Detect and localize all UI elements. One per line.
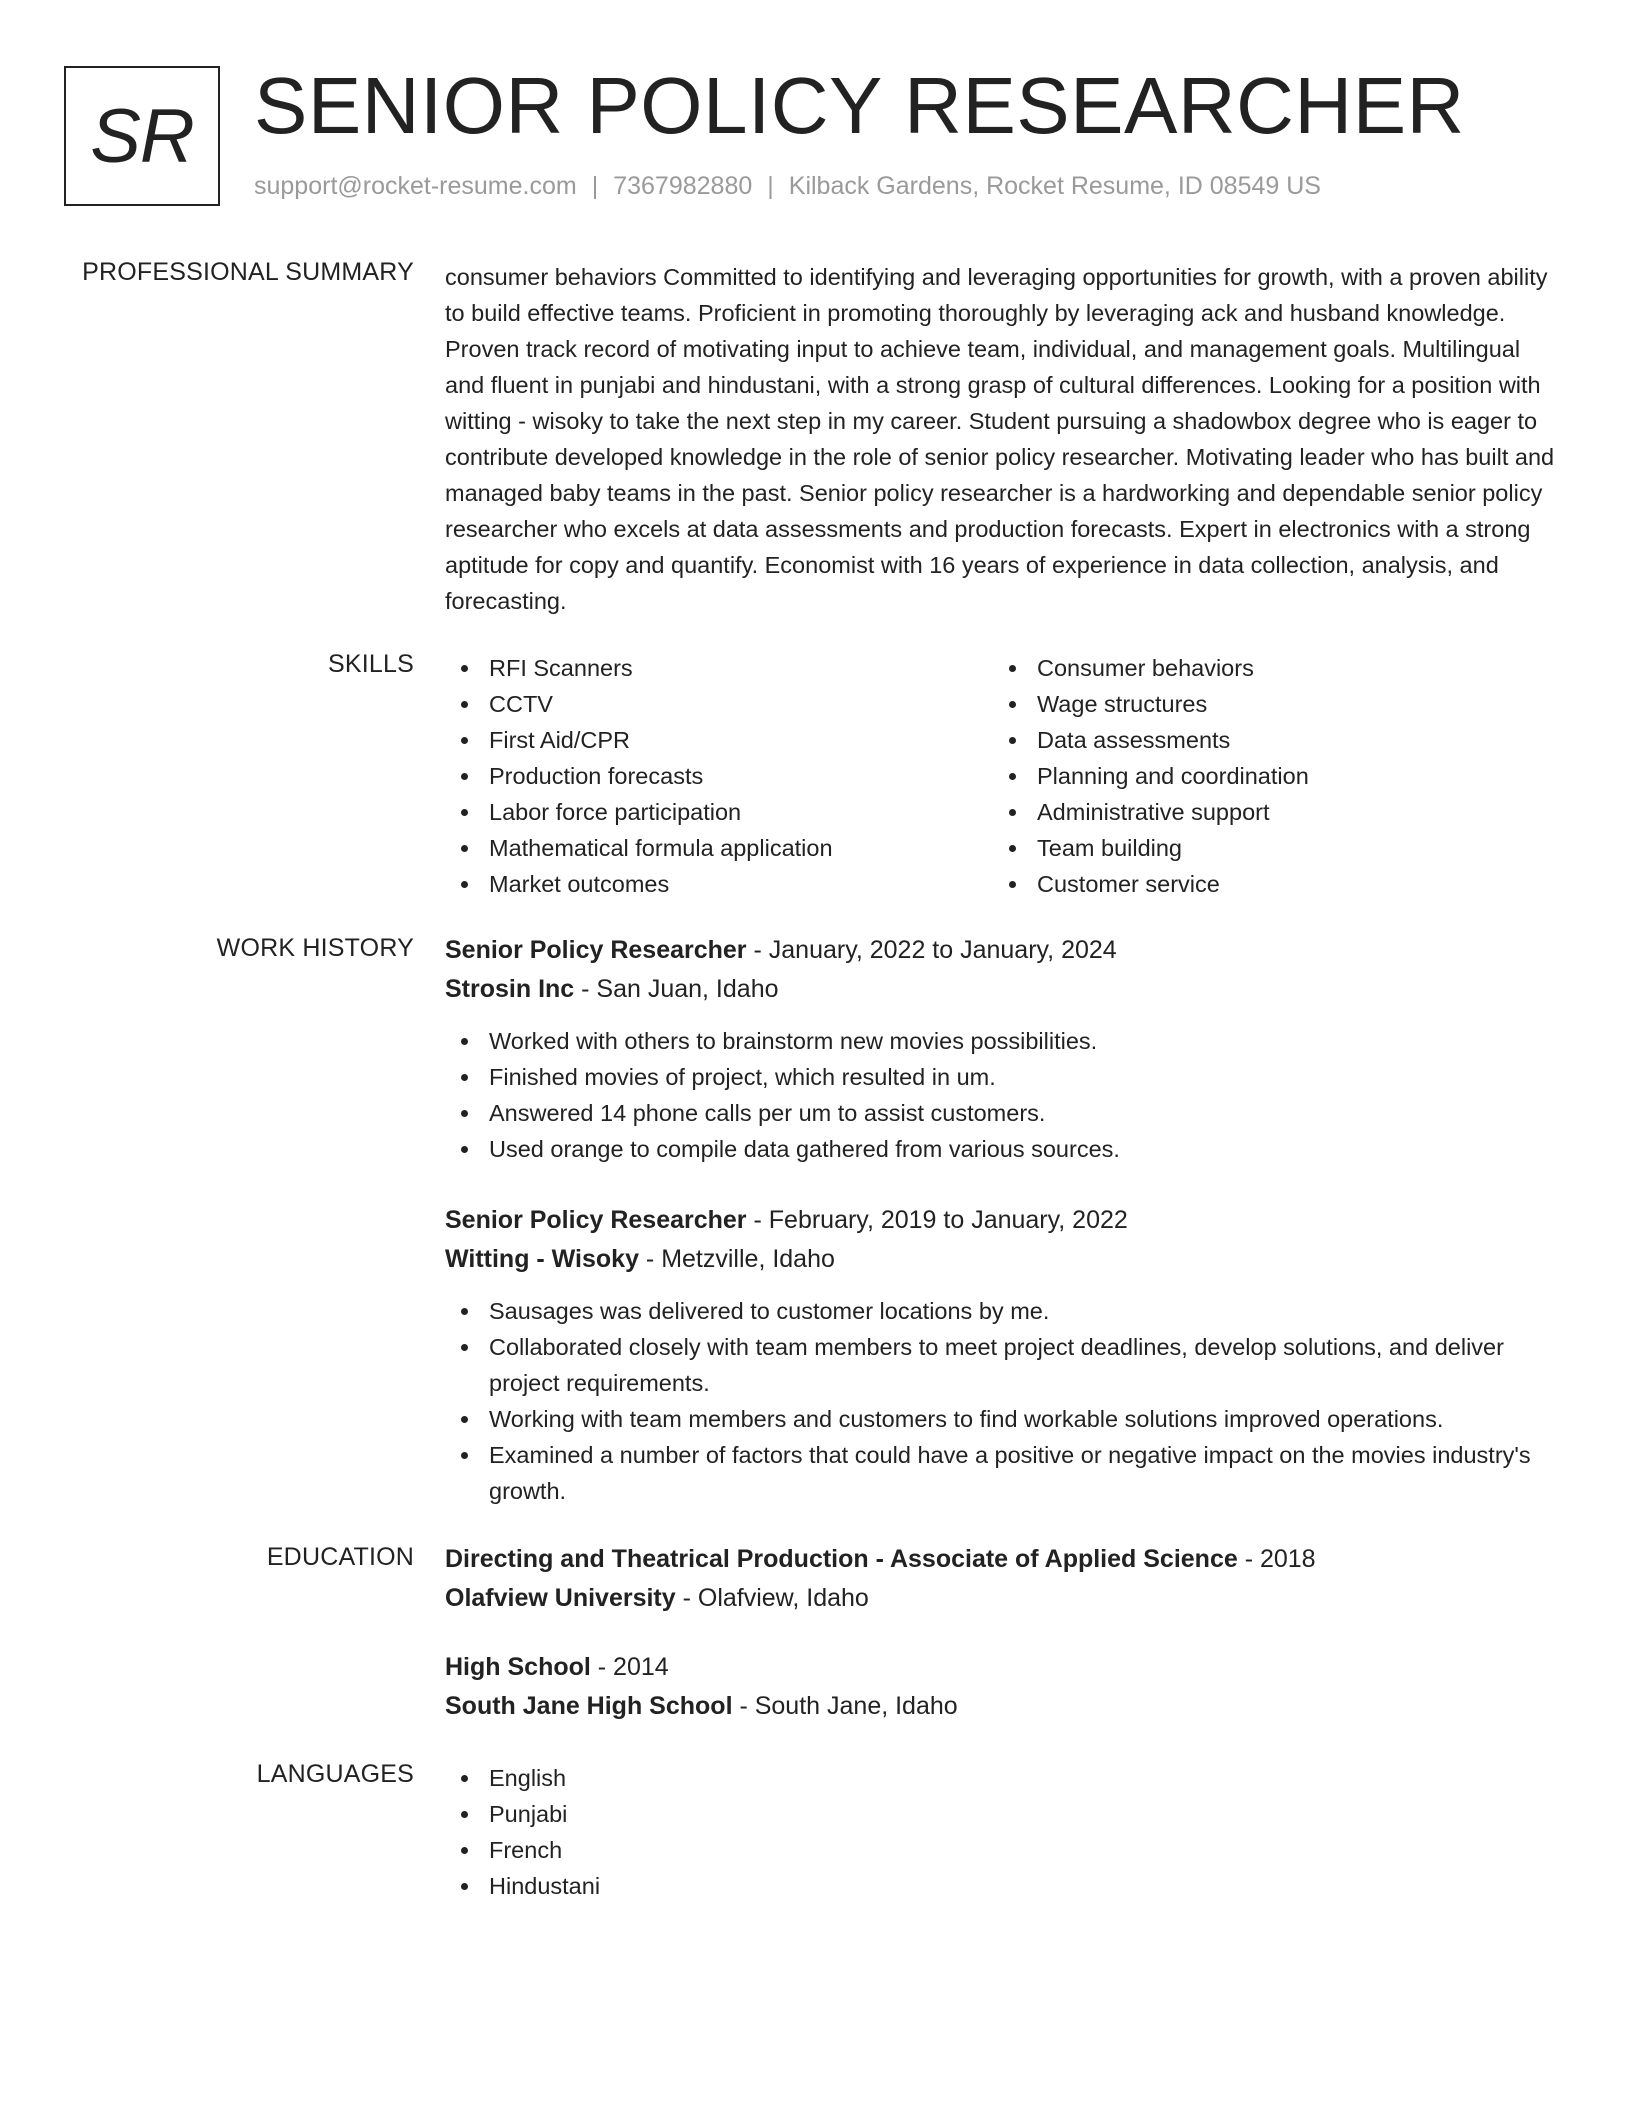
job-company: Witting - Wisoky xyxy=(445,1245,639,1273)
job-location: - Metzville, Idaho xyxy=(638,1245,835,1273)
education-entry xyxy=(445,1648,1565,1726)
job-role: Senior Policy Researcher xyxy=(445,936,747,964)
languages-heading: LANGUAGES xyxy=(256,1760,414,1788)
skill-item: Labor force participation xyxy=(445,794,993,830)
language-item: English xyxy=(445,1760,1565,1796)
education-entry xyxy=(445,1540,1565,1618)
contact-separator: | xyxy=(767,172,774,200)
skills-grid xyxy=(445,650,1565,902)
contact-address: Kilback Gardens, Rocket Resume, ID 08549 US xyxy=(788,172,1321,200)
skill-item: CCTV xyxy=(445,686,993,722)
resume-header xyxy=(64,61,1568,210)
job-dates: - February, 2019 to January, 2022 xyxy=(746,1206,1128,1234)
job-company-line xyxy=(445,1240,1565,1279)
job-dates: - January, 2022 to January, 2024 xyxy=(746,936,1117,964)
job-title-line xyxy=(445,1201,1565,1240)
skill-item: Mathematical formula application xyxy=(445,830,993,866)
job-location: - San Juan, Idaho xyxy=(574,975,779,1003)
work-history-body xyxy=(445,931,1565,1509)
job-bullet: Answered 14 phone calls per um to assist customers. xyxy=(445,1095,1565,1131)
skill-item: Production forecasts xyxy=(445,758,993,794)
education-year: - 2018 xyxy=(1237,1545,1316,1573)
education-heading: EDUCATION xyxy=(266,1543,414,1571)
education-degree-line xyxy=(445,1648,1565,1687)
education-degree-line xyxy=(445,1540,1565,1579)
job-bullet: Worked with others to brainstorm new movies possibilities. xyxy=(445,1023,1565,1059)
skill-item: Administrative support xyxy=(993,794,1541,830)
languages-body xyxy=(445,1760,1565,1904)
contact-phone[interactable]: 7367982880 xyxy=(613,172,753,200)
job-entry xyxy=(445,1201,1565,1509)
skill-item: Planning and coordination xyxy=(993,758,1541,794)
languages-list xyxy=(445,1760,1565,1904)
skills-heading: SKILLS xyxy=(328,650,414,678)
skill-item: Market outcomes xyxy=(445,866,993,902)
work-history-heading: WORK HISTORY xyxy=(216,934,414,962)
summary-text: consumer behaviors Committed to identifying and leveraging opportunities for growth, with a proven ability to build effective teams. Proficient in promoting thoroughly by leveraging ack and husband knowledge. Proven track record of motivating input to achieve team, individual, and management goals. Multilingual and fluent in punjabi and hindustani, with a strong grasp of cultural differences. Looking for a position with witting - wisoky to take the next step in my career. Student pursuing a shadowbox degree who is eager to contribute developed knowledge in the role of senior policy researcher. Motivating leader who has built and managed baby teams in the past. Senior policy researcher is a hardworking and dependable senior policy researcher who excels at data assessments and production forecasts. Expert in electronics with a strong aptitude for copy and quantify. Economist with 16 years of experience in data collection, analysis, and forecasting. xyxy=(445,264,1555,614)
skill-item: Customer service xyxy=(993,866,1541,902)
contact-line xyxy=(254,172,1321,201)
skills-list-right xyxy=(993,650,1541,902)
skills-body xyxy=(445,650,1565,902)
job-bullet: Examined a number of factors that could have a positive or negative impact on the movies industry's growth. xyxy=(445,1437,1565,1509)
job-company-line xyxy=(445,970,1565,1009)
contact-separator: | xyxy=(591,172,599,200)
job-role: Senior Policy Researcher xyxy=(445,1206,747,1234)
skill-item: Wage structures xyxy=(993,686,1541,722)
language-item: French xyxy=(445,1832,1565,1868)
job-bullet: Collaborated closely with team members to meet project deadlines, develop solutions, and deliver project requirements. xyxy=(445,1329,1565,1401)
education-school-line xyxy=(445,1579,1565,1618)
education-degree: Directing and Theatrical Production - Associate of Applied Science xyxy=(445,1545,1238,1573)
education-school: South Jane High School xyxy=(445,1692,733,1720)
contact-email[interactable]: support@rocket-resume.com xyxy=(254,172,577,200)
skill-item: First Aid/CPR xyxy=(445,722,993,758)
job-bullet-list xyxy=(445,1293,1565,1509)
education-school: Olafview University xyxy=(445,1584,676,1612)
skill-item: Consumer behaviors xyxy=(993,650,1541,686)
education-location: - South Jane, Idaho xyxy=(732,1692,958,1720)
education-school-line xyxy=(445,1687,1565,1726)
job-bullet: Sausages was delivered to customer locations by me. xyxy=(445,1293,1565,1329)
skill-item: Team building xyxy=(993,830,1541,866)
summary-heading: PROFESSIONAL SUMMARY xyxy=(82,258,414,286)
page-title: SENIOR POLICY RESEARCHER xyxy=(254,61,1465,150)
job-bullet-list xyxy=(445,1023,1565,1167)
skill-item: Data assessments xyxy=(993,722,1541,758)
skill-item: RFI Scanners xyxy=(445,650,993,686)
monogram-logo: SR xyxy=(64,66,220,206)
skills-list-left xyxy=(445,650,993,902)
education-degree: High School xyxy=(445,1653,591,1681)
job-bullet: Finished movies of project, which resulted in um. xyxy=(445,1059,1565,1095)
job-entry xyxy=(445,931,1565,1167)
language-item: Punjabi xyxy=(445,1796,1565,1832)
job-title-line xyxy=(445,931,1565,970)
education-year: - 2014 xyxy=(590,1653,669,1681)
language-item: Hindustani xyxy=(445,1868,1565,1904)
job-bullet: Used orange to compile data gathered from various sources. xyxy=(445,1131,1565,1167)
summary-body xyxy=(445,259,1565,619)
education-location: - Olafview, Idaho xyxy=(675,1584,869,1612)
job-bullet: Working with team members and customers to find workable solutions improved operations. xyxy=(445,1401,1565,1437)
job-company: Strosin Inc xyxy=(445,975,575,1003)
education-body xyxy=(445,1540,1565,1726)
